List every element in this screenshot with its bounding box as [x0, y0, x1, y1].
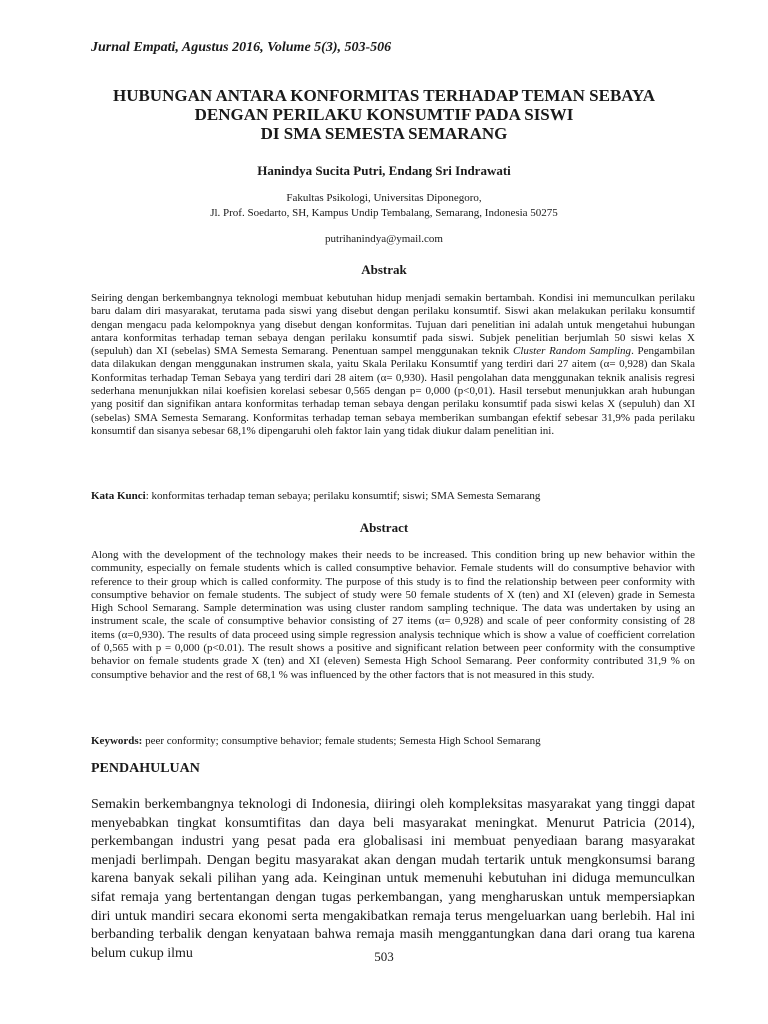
abstrak-text-1: Seiring dengan berkembangnya teknologi membuat kebutuhan hidup menjadi semakin bertambah. Kondisi ini memunculkan perilaku baru dalam diri masyarakat, terutama pada siswi yang disebut dengan perilaku konsumtif. Siswi akan melakukan perilaku konsumtif dengan mengacu pada kelompoknya yang disebut dengan konformitas. Tujuan dari penelitian ini adalah untuk mengetahui hubungan antara konformitas terhadap teman sebaya dengan perilaku konsumtif pada siswi. Subjek penelitian berjumlah 50 siswi kelas X (sepuluh) dan XI (sebelas) SMA Semesta Semarang. Penentuan sampel menggunakan teknik [91, 292, 695, 358]
abstract-body: Along with the development of the technology makes their needs to be increased. This condition bring up new behavior within the community, especially on female students which is called consumptive behavior. Female students will do consumptive behavior with reference to their group which is called conformity. The purpose of this study is to find the relationship between peer conformity with consumptive behavior on female students. The subject of study were 50 female students of X (ten) and XI (eleven) grade in Semesta High School Semarang. Sample determination was using cluster random sampling technique. The data was undertaken by using an instrument scale, the scale of consumptive behavior consisting of 27 items (α= 0,928) and scale of peer conformity consisting of 28 items (α=0,930). The results of data proceed using simple regression analysis technique which is show a value of coefficient correlation of 0,565 with p = 0,000 (p<0.01). The result shows a positive and significant relation between peer conformity with the consumptive behavior on female students grade X (ten) and XI (eleven) Semesta High School Semarang. Peer conformity contributed 31,9 % on consumptive behavior and the rest of 68,1 % was influenced by the other factors that is not measured in this study. [91, 549, 695, 681]
page-number: 503 [374, 949, 394, 964]
affiliation-line-2: Jl. Prof. Soedarto, SH, Kampus Undip Tembalang, Semarang, Indonesia 50275 [210, 207, 558, 219]
abstrak-text-2: . Pengambilan data dilakukan dengan menggunakan instrumen skala, yaitu Skala Perilaku Konsumtif yang terdiri dari 27 aitem (α= 0,928) dan Skala Konformitas terhadap Teman Sebaya yang terdiri dari 28 aitem (α= 0,930). Hasil pengolahan data menggunakan teknik analisis regresi sederhana menunjukkan nilai koefisien korelasi sebesar 0,565 dengan p= 0,000 (p<0,01). Hasil tersebut menunjukkan arah hubungan yang positif dan signifikan antara konformitas terhadap teman sebaya dengan perilaku konsumtif pada siswi kelas X (sepuluh) dan XI (sebelas) SMA Semesta Semarang. Konformitas terhadap teman sebaya memberikan sumbangan efektif sebesar 31,9% pada perilaku konsumtif dan sisanya sebesar 68,1% dipengaruhi oleh faktor lain yang tidak diukur dalam penelitian ini. [91, 345, 695, 437]
title-line-1: HUBUNGAN ANTARA KONFORMITAS TERHADAP TEMAN SEBAYA [112, 86, 656, 105]
kata-kunci [91, 490, 695, 502]
abstrak-heading: Abstrak [361, 262, 407, 277]
affiliation [60, 191, 708, 221]
pendahuluan-heading: PENDAHULUAN [91, 761, 200, 776]
keywords [91, 735, 695, 747]
journal-header: Jurnal Empati, Agustus 2016, Volume 5(3), 503-506 [91, 40, 392, 55]
author-email: putrihanindya@ymail.com [325, 233, 443, 245]
authors: Hanindya Sucita Putri, Endang Sri Indrawati [257, 163, 511, 178]
title-line-3: DI SMA SEMESTA SEMARANG [260, 124, 508, 143]
title-line-2: DENGAN PERILAKU KONSUMTIF PADA SISWI [194, 105, 574, 124]
abstrak-body [91, 292, 695, 438]
kata-kunci-label: Kata Kunci [91, 490, 146, 502]
paper-title [60, 86, 708, 143]
kata-kunci-text: : konformitas terhadap teman sebaya; perilaku konsumtif; siswi; SMA Semesta Semarang [145, 490, 541, 502]
abstrak-text-italic: Cluster Random Sampling [512, 345, 632, 358]
pendahuluan-body: Semakin berkembangnya teknologi di Indonesia, diiringi oleh kompleksitas masyarakat yang tinggi dapat menyebabkan tingkat konsumtifitas dan daya beli masyarakat meningkat. Menurut Patricia (2014), perkembangan industri yang pesat pada era globalisasi ini membuat penyediaan barang masyarakat menjadi berlimpah. Dengan begitu masyarakat akan dengan mudah tertarik untuk mengkonsumsi barang karena banyak sekali pilihan yang ada. Keinginan untuk memenuhi kebutuhan ini diduga memunculkan sifat remaja yang bertentangan dengan tugas perkembangan, yang mengharuskan untuk mempersiapkan diri untuk mandiri secara ekonomi serta mengakibatkan remaja terus mengeluarkan uang berlebih. Hal ini berbanding terbalik dengan kenyataan bahwa remaja masih menggantungkan dana dari orang tua karena belum cukup ilmu [91, 797, 695, 961]
keywords-label: Keywords: [91, 735, 143, 747]
keywords-text: peer conformity; consumptive behavior; female students; Semesta High School Semarang [142, 735, 541, 747]
abstract-heading: Abstract [359, 520, 409, 535]
affiliation-line-1: Fakultas Psikologi, Universitas Diponegoro, [286, 192, 482, 204]
